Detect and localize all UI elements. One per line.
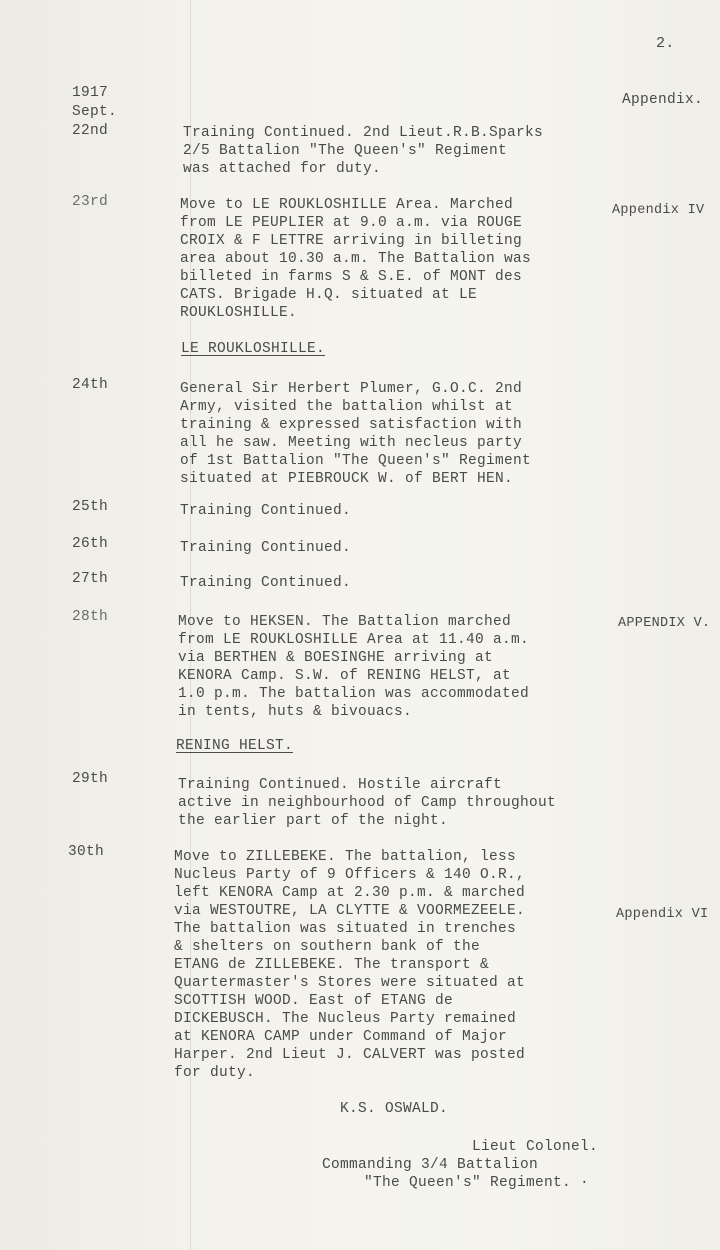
- year: 1917: [72, 85, 109, 101]
- page-number: 2.: [656, 35, 675, 52]
- entry-date: 30th: [68, 844, 105, 860]
- entry-line: was attached for duty.: [183, 161, 382, 177]
- entry-line: left KENORA Camp at 2.30 p.m. & marched: [174, 885, 526, 901]
- entry-line: Harper. 2nd Lieut J. CALVERT was posted: [174, 1047, 526, 1063]
- entry-line: The battalion was situated in trenches: [174, 921, 517, 937]
- entry-line: SCOTTISH WOOD. East of ETANG de: [174, 993, 454, 1009]
- signature-rank: Lieut Colonel.: [472, 1139, 599, 1155]
- entry-line: for duty.: [174, 1065, 256, 1081]
- entry-line: Training Continued. Hostile aircraft: [178, 777, 503, 793]
- entry-date: 28th: [72, 609, 109, 625]
- entry-line: training & expressed satisfaction with: [180, 417, 523, 433]
- entry-line: Move to ZILLEBEKE. The battalion, less: [174, 849, 517, 865]
- entry-line: Training Continued.: [180, 503, 352, 519]
- entry-line: Quartermaster's Stores were situated at: [174, 975, 526, 991]
- entry-date: 22nd: [72, 123, 109, 139]
- entry-line: active in neighbourhood of Camp throughout: [178, 795, 557, 811]
- entry-line: Training Continued.: [180, 575, 352, 591]
- entry-line: ROUKLOSHILLE.: [180, 305, 298, 321]
- entry-line: at KENORA CAMP under Command of Major: [174, 1029, 508, 1045]
- entry-line: area about 10.30 a.m. The Battalion was: [180, 251, 532, 267]
- place-heading: LE ROUKLOSHILLE.: [181, 341, 326, 357]
- signature-regiment: "The Queen's" Regiment. ·: [364, 1175, 590, 1191]
- entry-line: Training Continued. 2nd Lieut.R.B.Sparks: [183, 125, 544, 141]
- entry-line: Nucleus Party of 9 Officers & 140 O.R.,: [174, 867, 526, 883]
- entry-line: DICKEBUSCH. The Nucleus Party remained: [174, 1011, 517, 1027]
- entry-line: & shelters on southern bank of the: [174, 939, 481, 955]
- place-heading: RENING HELST.: [176, 738, 294, 754]
- appendix-ref: APPENDIX V.: [618, 616, 711, 631]
- entry-line: CATS. Brigade H.Q. situated at LE: [180, 287, 478, 303]
- entry-line: all he saw. Meeting with necleus party: [180, 435, 523, 451]
- entry-date: 26th: [72, 536, 109, 552]
- entry-line: of 1st Battalion "The Queen's" Regiment: [180, 453, 532, 469]
- appendix-ref: Appendix IV: [612, 203, 705, 218]
- entry-line: Army, visited the battalion whilst at: [180, 399, 514, 415]
- entry-line: ETANG de ZILLEBEKE. The transport &: [174, 957, 490, 973]
- entry-line: from LE ROUKLOSHILLE Area at 11.40 a.m.: [178, 632, 530, 648]
- entry-line: Move to LE ROUKLOSHILLE Area. Marched: [180, 197, 514, 213]
- entry-date: 24th: [72, 377, 109, 393]
- entry-line: 2/5 Battalion "The Queen's" Regiment: [183, 143, 508, 159]
- appendix-ref: Appendix.: [622, 92, 704, 108]
- entry-line: 1.0 p.m. The battalion was accommodated: [178, 686, 530, 702]
- entry-date: 29th: [72, 771, 109, 787]
- entry-line: from LE PEUPLIER at 9.0 a.m. via ROUGE: [180, 215, 523, 231]
- entry-date: 23rd: [72, 194, 109, 210]
- entry-line: Training Continued.: [180, 540, 352, 556]
- entry-date: 27th: [72, 571, 109, 587]
- entry-line: the earlier part of the night.: [178, 813, 449, 829]
- entry-line: via WESTOUTRE, LA CLYTTE & VOORMEZEELE.: [174, 903, 526, 919]
- entry-line: General Sir Herbert Plumer, G.O.C. 2nd: [180, 381, 523, 397]
- month: Sept.: [72, 104, 118, 120]
- signature-name: K.S. OSWALD.: [340, 1101, 449, 1117]
- entry-line: billeted in farms S & S.E. of MONT des: [180, 269, 523, 285]
- entry-line: in tents, huts & bivouacs.: [178, 704, 413, 720]
- entry-line: situated at PIEBROUCK W. of BERT HEN.: [180, 471, 514, 487]
- appendix-ref: Appendix VI: [616, 907, 709, 922]
- entry-line: KENORA Camp. S.W. of RENING HELST, at: [178, 668, 512, 684]
- entry-line: via BERTHEN & BOESINGHE arriving at: [178, 650, 494, 666]
- entry-line: CROIX & F LETTRE arriving in billeting: [180, 233, 523, 249]
- entry-line: Move to HEKSEN. The Battalion marched: [178, 614, 512, 630]
- signature-command: Commanding 3/4 Battalion: [322, 1157, 539, 1173]
- entry-date: 25th: [72, 499, 109, 515]
